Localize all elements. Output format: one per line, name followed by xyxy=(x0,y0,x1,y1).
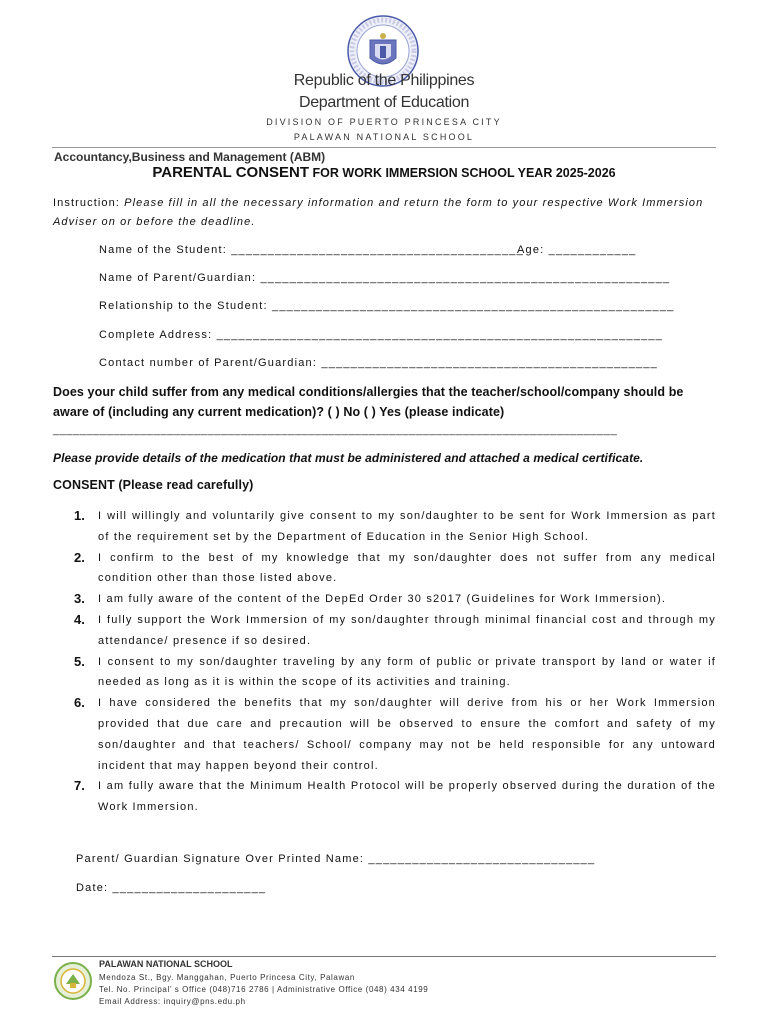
consent-heading: CONSENT (Please read carefully) xyxy=(53,478,254,492)
header-division: DIVISION OF PUERTO PRINCESA CITY xyxy=(266,117,502,127)
consent-item-text: I will willingly and voluntarily give consent to my son/daughter to be sent for Work Immersion as part of the requirement set by the Department of Education in the Senior High School. xyxy=(98,510,716,543)
footer-address: Mendoza St., Bgy. Manggahan, Puerto Princesa City, Palawan xyxy=(99,973,355,982)
address-field[interactable]: Complete Address: _____________________________________________________________ xyxy=(99,329,663,341)
age-field[interactable]: Age: ____________ xyxy=(517,244,637,256)
form-title xyxy=(0,164,768,182)
strand-label: Accountancy,Business and Management (ABM) xyxy=(54,150,326,164)
student-name-field[interactable]: Name of the Student: ________________________________________ xyxy=(99,244,524,256)
header-republic: Republic of the Philippines xyxy=(293,72,475,89)
parent-name-field[interactable]: Name of Parent/Guardian: ________________________________________________________ xyxy=(99,272,671,284)
consent-item-text: I fully support the Work Immersion of my son/daughter through minimal financial cost and through my attendance/ presence if so desired. xyxy=(98,613,716,647)
consent-item-number: 7. xyxy=(74,778,85,794)
consent-item-text: I consent to my son/daughter traveling by any form of public or private transport by land or water if needed as long as it is within the scope of its activities and training. xyxy=(98,655,716,689)
contact-field[interactable]: Contact number of Parent/Guardian: ______________________________________________ xyxy=(99,357,658,369)
instruction-label: Instruction: xyxy=(53,197,125,209)
header-department: Department of Education xyxy=(298,94,470,111)
consent-item xyxy=(74,506,716,548)
consent-list xyxy=(74,506,716,818)
consent-item-number: 2. xyxy=(74,549,85,565)
instruction-text: Please fill in all the necessary information and return the form to your respective Work Immersion Adviser on or before the deadline. xyxy=(53,197,704,228)
consent-item xyxy=(74,776,716,818)
instruction xyxy=(53,194,717,232)
signature-field[interactable]: Parent/ Guardian Signature Over Printed Name: _______________________________ xyxy=(76,853,596,865)
consent-item-number: 4. xyxy=(74,611,85,627)
consent-item-number: 6. xyxy=(74,695,85,711)
footer-email[interactable]: Email Address: inquiry@pns.edu.ph xyxy=(99,997,246,1006)
title-main: PARENTAL CONSENT xyxy=(152,164,310,181)
header-divider xyxy=(52,147,716,148)
consent-item xyxy=(74,693,716,776)
consent-item-number: 3. xyxy=(74,591,85,607)
header-school: PALAWAN NATIONAL SCHOOL xyxy=(293,132,475,142)
consent-item-text: I am fully aware that the Minimum Health Protocol will be properly observed during the duration of the Work Immersion. xyxy=(98,780,716,814)
consent-item xyxy=(74,610,716,652)
footer-school-name: PALAWAN NATIONAL SCHOOL xyxy=(99,959,233,969)
consent-item-text: I confirm to the best of my knowledge that my son/daughter does not suffer from any medical condition other than those listed above. xyxy=(98,551,716,585)
consent-item-text: I am fully aware of the content of the DepEd Order 30 s2017 (Guidelines for Work Immersion). xyxy=(98,593,667,606)
date-field[interactable]: Date: _____________________ xyxy=(76,882,267,894)
medication-note: Please provide details of the medication that must be administered and attached a medical certificate. xyxy=(53,451,644,465)
medical-question: Does your child suffer from any medical conditions/allergies that the teacher/school/company should be aware of (including any current medication)? ( ) No ( ) Yes (please indicate) xyxy=(53,385,684,419)
consent-item-number: 1. xyxy=(74,508,85,523)
footer-divider xyxy=(52,956,716,957)
consent-item xyxy=(74,589,716,610)
consent-item-number: 5. xyxy=(74,653,85,669)
consent-item-text: I have considered the benefits that my son/daughter will derive from his or her Work Immersion provided that due care and precaution will be observed to ensure the comfort and safety of my son/daughter and that teachers/ School/ company may not be held responsible for any untoward incident that may happen beyond their control. xyxy=(98,697,716,772)
consent-item xyxy=(74,548,716,590)
consent-item xyxy=(74,652,716,694)
medical-answer-line[interactable]: ____________________________________________________________________________________ xyxy=(53,424,618,436)
title-rest: FOR WORK IMMERSION SCHOOL YEAR 2025-2026 xyxy=(309,166,616,180)
relationship-field[interactable]: Relationship to the Student: _______________________________________________________ xyxy=(99,300,675,312)
school-logo-icon xyxy=(54,962,92,1000)
footer-telephone: Tel. No. Principal’ s Office (048)716 2786 | Administrative Office (048) 434 4199 xyxy=(99,985,429,994)
